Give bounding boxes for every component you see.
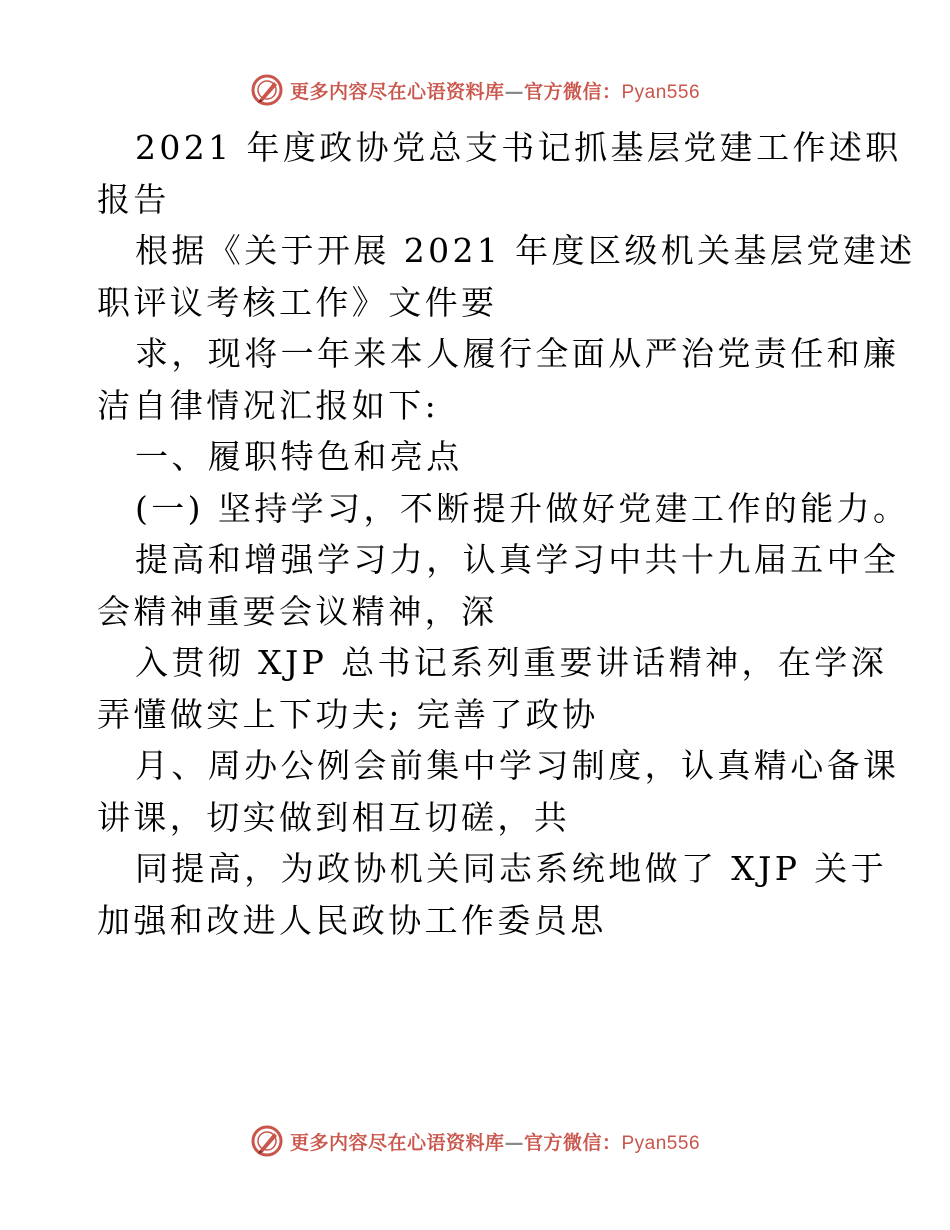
paragraph-line: 讲课，切实做到相互切磋，共 <box>97 797 571 837</box>
paragraph-line: 会精神重要会议精神，深 <box>97 591 498 631</box>
footer-banner <box>0 1121 950 1161</box>
paragraph-line: 同提高，为政协机关同志系统地做了 XJP 关于 <box>135 849 888 888</box>
paragraph-line: 加强和改进人民政协工作委员思 <box>97 900 607 940</box>
document-title-line-1: 2021 年度政协党总支书记抓基层党建工作述职 <box>135 128 902 167</box>
header-banner-text <box>290 77 700 104</box>
paragraph-line: 入贯彻 XJP 总书记系列重要讲话精神，在学深 <box>135 643 888 682</box>
header-banner-contact-id: Pyan556 <box>621 81 701 103</box>
header-banner <box>0 70 950 110</box>
footer-banner-text <box>290 1128 700 1155</box>
footer-banner-contact-label: 官方微信： <box>523 1131 622 1154</box>
header-banner-dash: — <box>504 80 524 103</box>
document-body <box>97 122 916 946</box>
paragraph-line: 求，现将一年来本人履行全面从严治党责任和廉 <box>135 334 900 373</box>
pen-circle-icon <box>250 1124 284 1158</box>
header-banner-title: 更多内容尽在心语资料库 <box>289 80 505 103</box>
footer-banner-content <box>250 1124 700 1158</box>
footer-banner-contact-id: Pyan556 <box>621 1132 701 1154</box>
paragraph-line: 根据《关于开展 2021 年度区级机关基层党建述 <box>135 231 916 270</box>
paragraph-line: 月、周办公例会前集中学习制度，认真精心备课 <box>135 746 900 785</box>
paragraph-line: 洁自律情况汇报如下: <box>97 385 440 425</box>
paragraph-line: 弄懂做实上下功夫; 完善了政协 <box>97 694 599 734</box>
header-banner-contact-label: 官方微信： <box>523 80 622 103</box>
footer-banner-title: 更多内容尽在心语资料库 <box>289 1131 505 1154</box>
paragraph-line: 职评议考核工作》文件要 <box>97 282 498 322</box>
header-banner-content <box>250 73 700 107</box>
footer-banner-dash: — <box>504 1131 524 1154</box>
section-heading: 一、履职特色和亮点 <box>135 437 463 476</box>
pen-circle-icon <box>250 73 284 107</box>
subsection-heading: (一) 坚持学习，不断提升做好党建工作的能力。 <box>135 488 910 528</box>
document-title-line-2: 报告 <box>97 179 170 219</box>
paragraph-line: 提高和增强学习力，认真学习中共十九届五中全 <box>135 540 900 579</box>
